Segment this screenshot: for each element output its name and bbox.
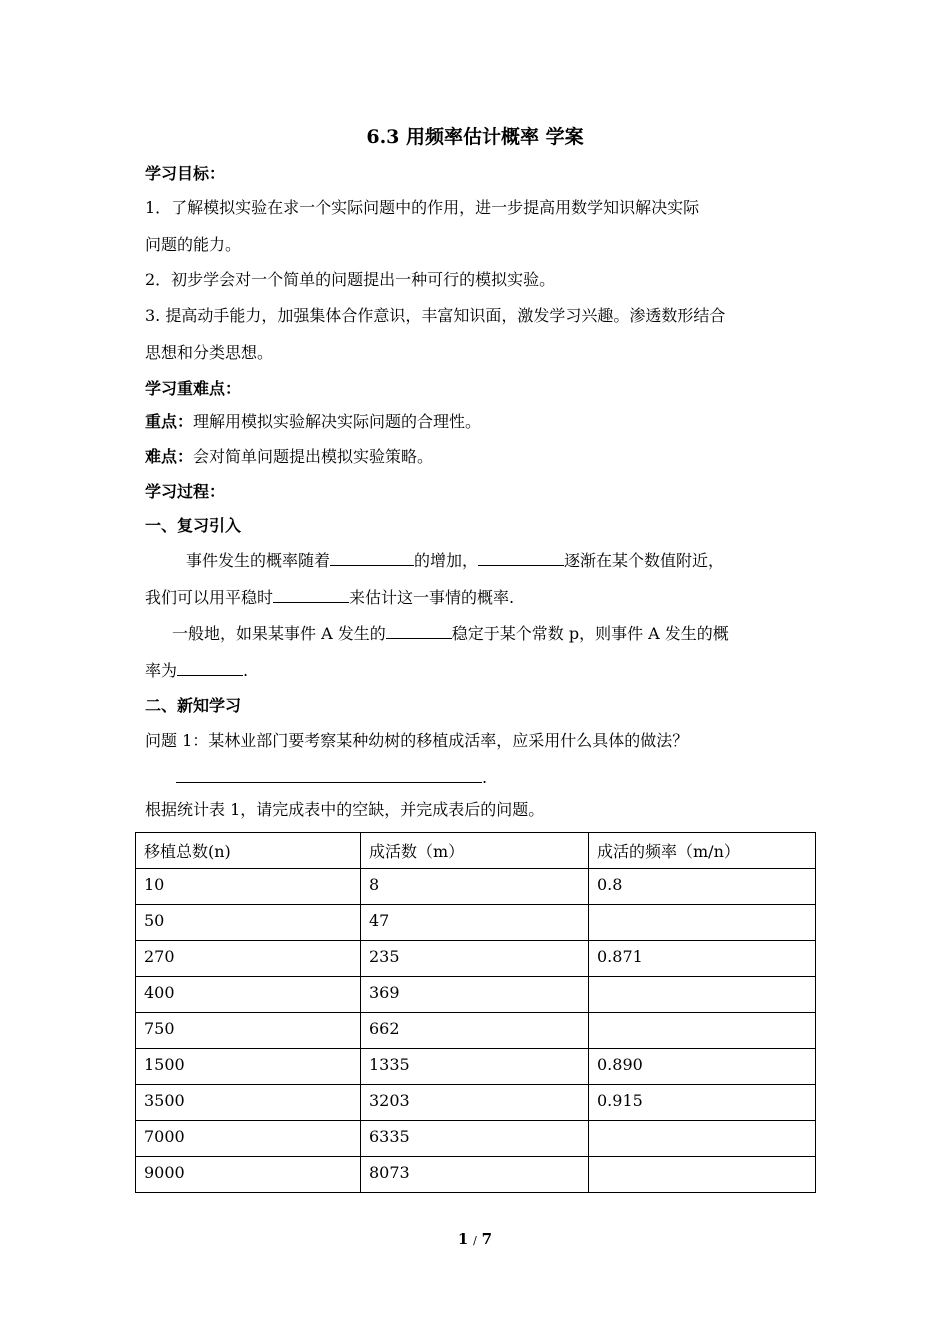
question-1: 问题 1：某林业部门要考察某种幼树的移植成活率，应采用什么具体的做法？ bbox=[145, 731, 689, 750]
fill-blank[interactable] bbox=[330, 548, 414, 566]
difficulty-label: 难点： bbox=[145, 447, 194, 466]
review-paragraph-1 bbox=[186, 548, 815, 573]
table-cell: 1500 bbox=[136, 1049, 361, 1085]
table-row bbox=[136, 1121, 816, 1157]
table-row bbox=[136, 941, 816, 977]
fill-blank[interactable] bbox=[386, 621, 452, 639]
section-review-heading: 一、复习引入 bbox=[145, 516, 242, 535]
table-cell: 235 bbox=[361, 941, 589, 977]
table-cell-blank[interactable] bbox=[589, 1121, 816, 1157]
table-row bbox=[136, 1013, 816, 1049]
table-row bbox=[136, 1049, 816, 1085]
table-cell: 8 bbox=[361, 869, 589, 905]
table-row bbox=[136, 977, 816, 1013]
table-cell: 3203 bbox=[361, 1085, 589, 1121]
table-cell: 47 bbox=[361, 905, 589, 941]
review-text: 一般地，如果某事件 A 发生的 bbox=[172, 624, 386, 643]
review-text: 来估计这一事情的概率. bbox=[349, 588, 515, 607]
goal-item-1-cont: 问题的能力。 bbox=[145, 235, 242, 254]
review-paragraph-1-cont bbox=[145, 585, 815, 610]
table-cell: 0.890 bbox=[589, 1049, 816, 1085]
table-cell: 7000 bbox=[136, 1121, 361, 1157]
review-text: 稳定于某个常数 p，则事件 A 发生的概 bbox=[451, 624, 729, 643]
table-cell: 400 bbox=[136, 977, 361, 1013]
table-cell-blank[interactable] bbox=[589, 1157, 816, 1193]
table-row bbox=[136, 905, 816, 941]
key-point-text: 理解用模拟实验解决实际问题的合理性。 bbox=[193, 412, 482, 431]
table-cell: 0.871 bbox=[589, 941, 816, 977]
table-intro: 根据统计表 1，请完成表中的空缺，并完成表后的问题。 bbox=[145, 800, 545, 819]
table-header-cell: 成活的频率（m/n） bbox=[589, 833, 816, 869]
review-text: . bbox=[243, 661, 249, 680]
review-text: 的增加， bbox=[414, 551, 479, 570]
table-cell: 8073 bbox=[361, 1157, 589, 1193]
table-cell: 0.8 bbox=[589, 869, 816, 905]
page-separator: / bbox=[473, 1234, 477, 1247]
review-text: 逐渐在某个数值附近， bbox=[564, 551, 725, 570]
key-points-heading: 学习重难点： bbox=[145, 379, 242, 398]
review-paragraph-2 bbox=[172, 621, 815, 646]
table-cell-blank[interactable] bbox=[589, 1013, 816, 1049]
table-cell: 9000 bbox=[136, 1157, 361, 1193]
answer-end: . bbox=[482, 768, 488, 787]
survival-rate-table bbox=[135, 832, 816, 1193]
goals-heading: 学习目标： bbox=[145, 164, 226, 183]
table-row bbox=[136, 1157, 816, 1193]
table-cell-blank[interactable] bbox=[589, 977, 816, 1013]
section-new-knowledge-heading: 二、新知学习 bbox=[145, 696, 242, 715]
process-heading: 学习过程： bbox=[145, 482, 226, 501]
review-text: 我们可以用平稳时 bbox=[145, 588, 274, 607]
review-paragraph-2-cont bbox=[145, 658, 815, 683]
difficulty-text: 会对简单问题提出模拟实验策略。 bbox=[193, 447, 434, 466]
table-cell: 10 bbox=[136, 869, 361, 905]
table-cell: 270 bbox=[136, 941, 361, 977]
table-cell: 662 bbox=[361, 1013, 589, 1049]
table-cell: 3500 bbox=[136, 1085, 361, 1121]
table-header-cell: 成活数（m） bbox=[361, 833, 589, 869]
review-text: 事件发生的概率随着 bbox=[186, 551, 331, 570]
fill-blank[interactable] bbox=[273, 585, 349, 603]
page-title: 6.3 用频率估计概率 学案 bbox=[366, 126, 584, 148]
table-cell: 750 bbox=[136, 1013, 361, 1049]
table-cell: 369 bbox=[361, 977, 589, 1013]
fill-blank[interactable] bbox=[177, 658, 243, 676]
table-header-row bbox=[136, 833, 816, 869]
table-row bbox=[136, 1085, 816, 1121]
key-point-label: 重点： bbox=[145, 412, 194, 431]
table-cell-blank[interactable] bbox=[589, 905, 816, 941]
question-1-answer bbox=[176, 765, 815, 790]
table-cell: 0.915 bbox=[589, 1085, 816, 1121]
goal-item-1: 1．了解模拟实验在求一个实际问题中的作用，进一步提高用数学知识解决实际 bbox=[145, 198, 700, 217]
fill-blank[interactable] bbox=[478, 548, 564, 566]
table-cell: 1335 bbox=[361, 1049, 589, 1085]
review-text: 率为 bbox=[145, 661, 178, 680]
page-footer bbox=[0, 1229, 950, 1251]
table-header-cell: 移植总数(n) bbox=[136, 833, 361, 869]
table-cell: 6335 bbox=[361, 1121, 589, 1157]
goal-item-2: 2．初步学会对一个简单的问题提出一种可行的模拟实验。 bbox=[145, 270, 556, 289]
goal-item-3-cont: 思想和分类思想。 bbox=[145, 343, 274, 362]
difficulty-point bbox=[145, 445, 815, 469]
table-cell: 50 bbox=[136, 905, 361, 941]
key-point bbox=[145, 410, 815, 434]
page-number: 1 bbox=[457, 1230, 469, 1248]
answer-blank[interactable] bbox=[176, 765, 482, 783]
goal-item-3: 3. 提高动手能力，加强集体合作意识，丰富知识面，激发学习兴趣。渗透数形结合 bbox=[145, 306, 726, 325]
table-row bbox=[136, 869, 816, 905]
page-total: 7 bbox=[481, 1230, 493, 1248]
